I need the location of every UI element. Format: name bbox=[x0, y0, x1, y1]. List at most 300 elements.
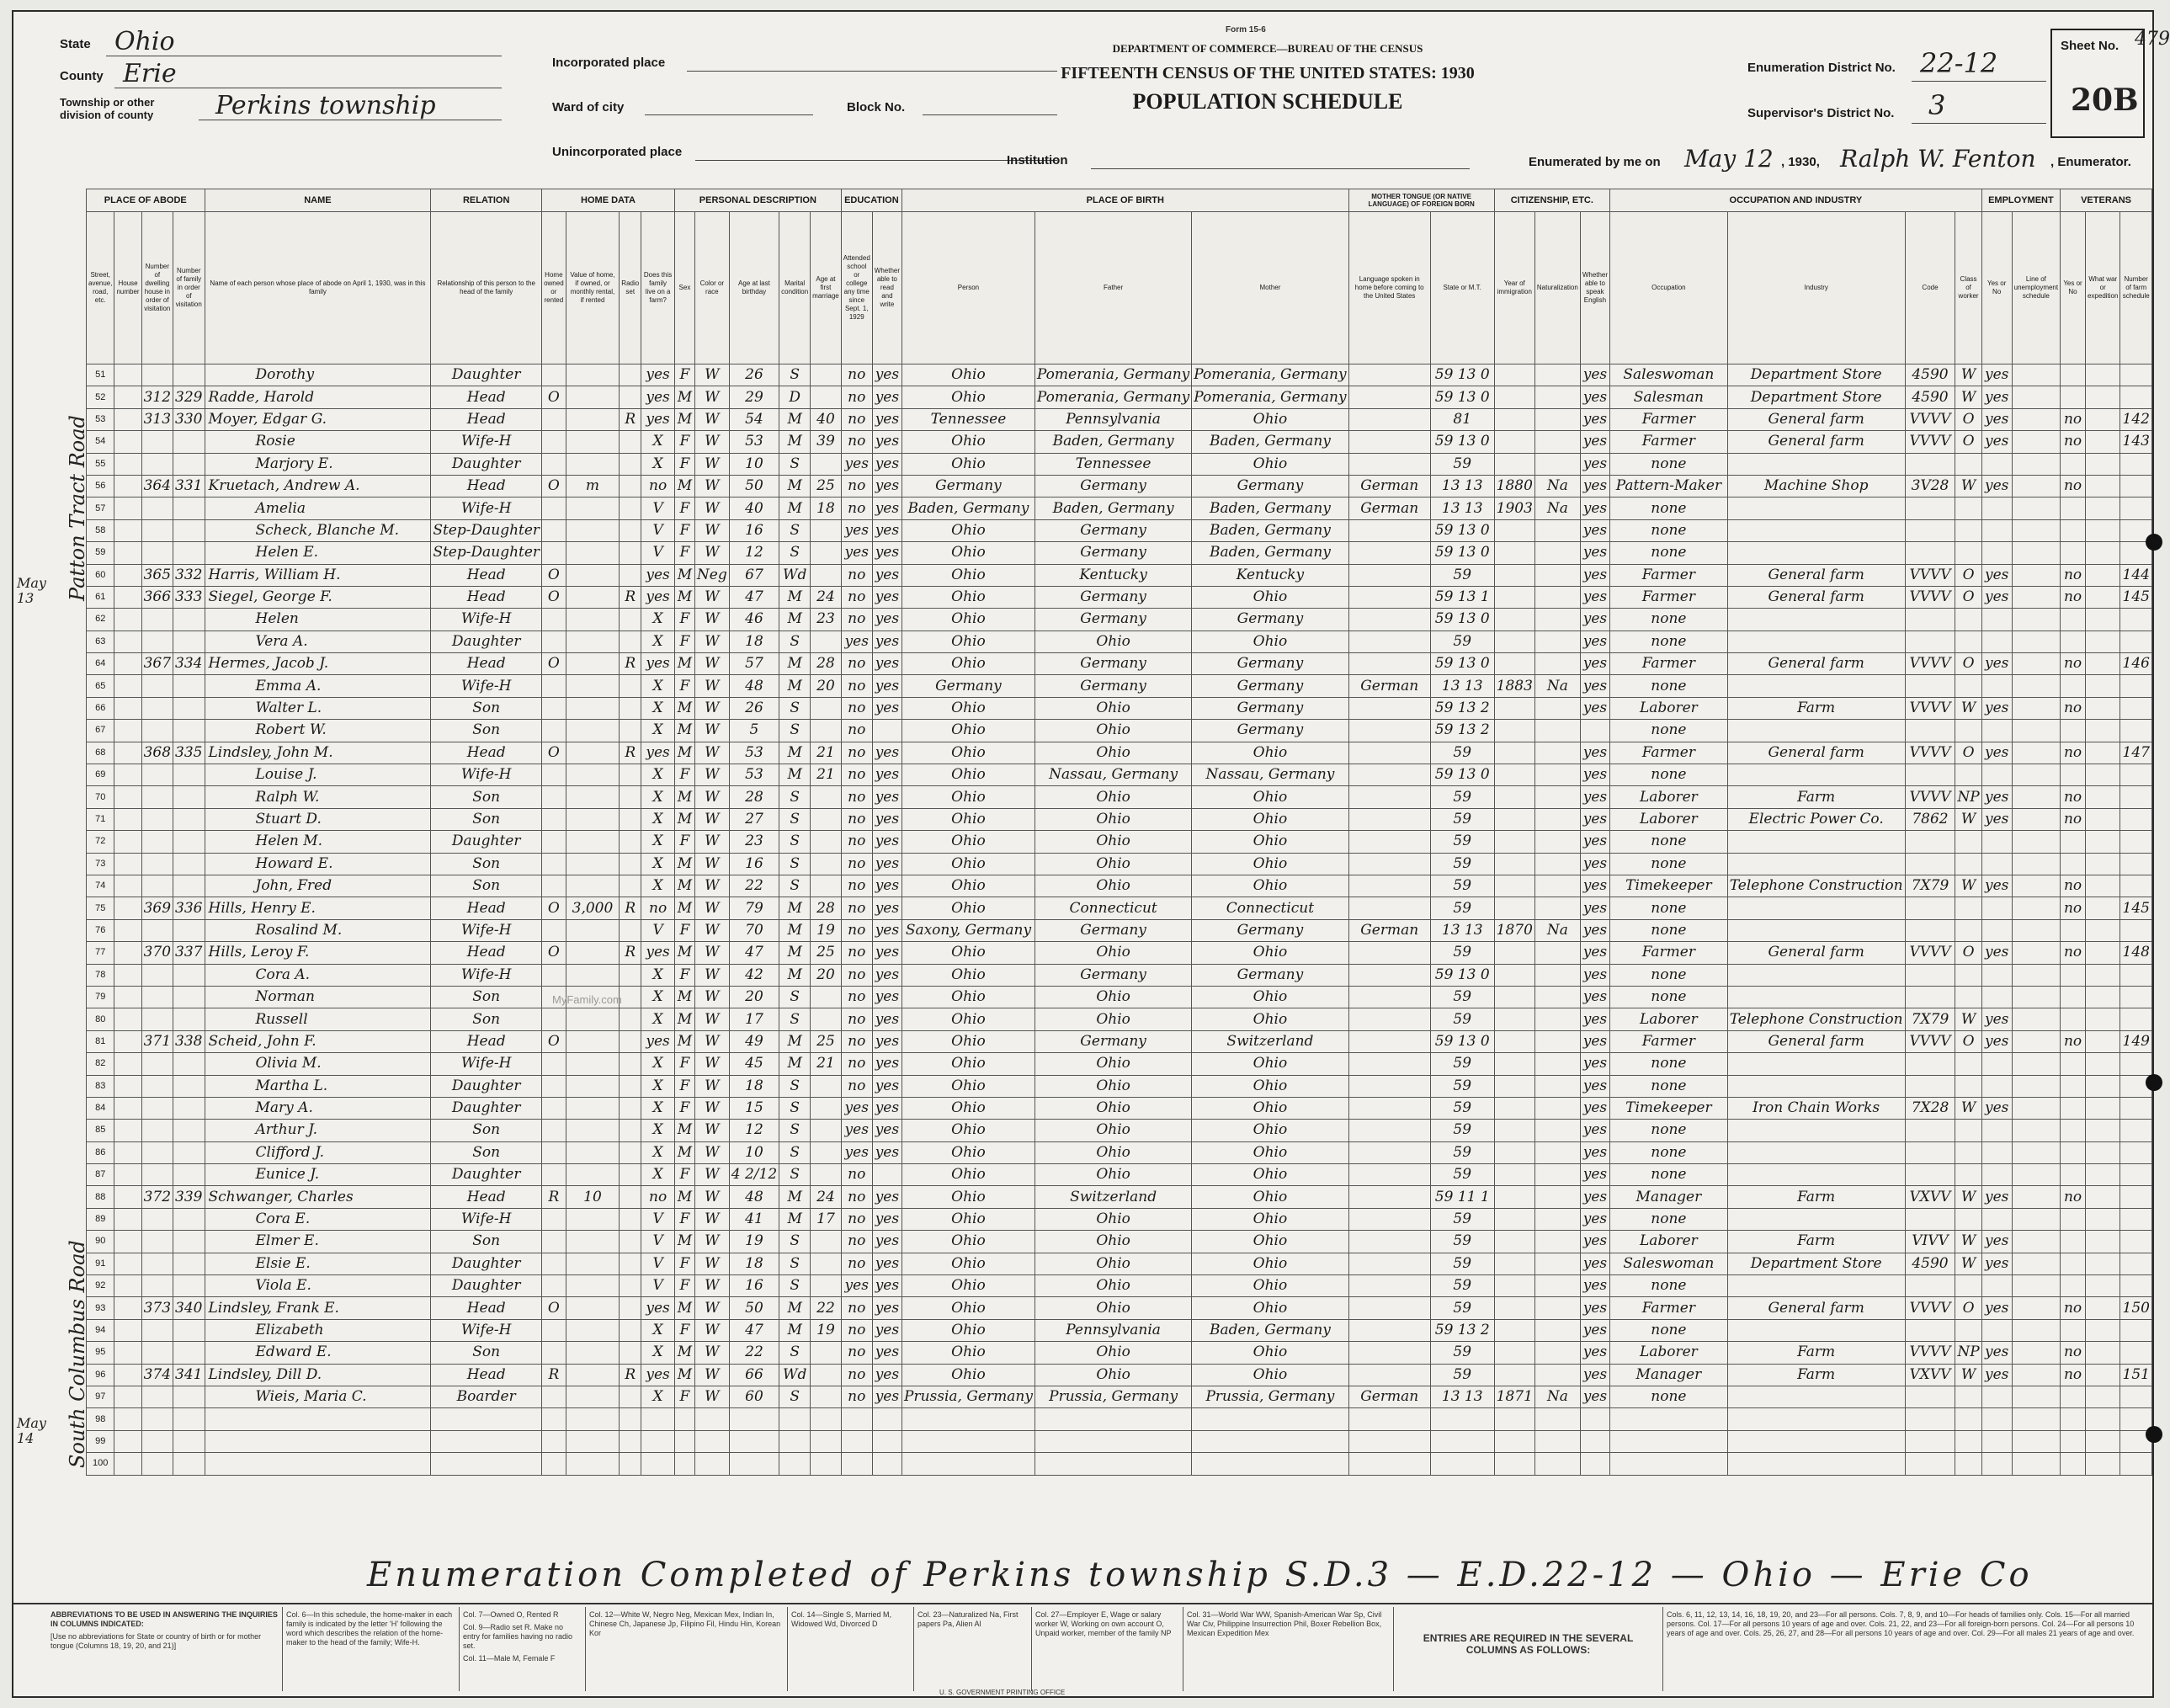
cell-race: W bbox=[694, 1253, 729, 1274]
cell-value bbox=[566, 853, 620, 875]
cell-birth: Ohio bbox=[902, 1275, 1035, 1297]
cell-relation: Head bbox=[431, 942, 542, 964]
cell-english bbox=[1580, 720, 1609, 742]
cell-code: 59 bbox=[1430, 897, 1494, 919]
cell-emp bbox=[1981, 1275, 2012, 1297]
cell-birth: Ohio bbox=[902, 1030, 1035, 1052]
cell-empty bbox=[2085, 1030, 2119, 1052]
cell-relation: Head bbox=[431, 1297, 542, 1319]
cell-occupation bbox=[1610, 1408, 1728, 1430]
cell-radio bbox=[620, 519, 641, 541]
cell-farmsch bbox=[2120, 1342, 2152, 1364]
cell-birth: Germany bbox=[902, 475, 1035, 497]
line-number: 87 bbox=[87, 1164, 114, 1186]
cell-value bbox=[566, 564, 620, 586]
cell-empty bbox=[114, 1453, 141, 1475]
cell-age: 18 bbox=[729, 631, 779, 652]
cell-emp bbox=[1981, 1141, 2012, 1163]
cell-age: 26 bbox=[729, 364, 779, 386]
cell-radio bbox=[620, 1342, 641, 1364]
cell-read: yes bbox=[872, 697, 902, 719]
cell-dwelling bbox=[141, 1075, 173, 1097]
cell-race: W bbox=[694, 964, 729, 986]
cell-lang: German bbox=[1348, 675, 1430, 697]
cell-emp bbox=[1981, 1453, 2012, 1475]
cell-empty bbox=[2012, 1164, 2060, 1186]
cell-farm: yes bbox=[641, 386, 675, 408]
cell-empty bbox=[114, 498, 141, 519]
cell-empty bbox=[2085, 764, 2119, 786]
cell-lang bbox=[1348, 697, 1430, 719]
col-birth-father: Father bbox=[1034, 212, 1191, 364]
cell-school: no bbox=[841, 1208, 872, 1230]
group-place-of-abode: PLACE OF ABODE bbox=[87, 189, 205, 212]
cell-empty bbox=[114, 364, 141, 386]
cell-owned bbox=[542, 1231, 566, 1253]
cell-nat bbox=[1534, 1408, 1580, 1430]
cell-read bbox=[872, 720, 902, 742]
cell-english bbox=[1580, 1408, 1609, 1430]
cell-mother: Germany bbox=[1192, 609, 1348, 631]
cell-occupation: Laborer bbox=[1610, 1342, 1728, 1364]
cell-birth: Ohio bbox=[902, 1231, 1035, 1253]
cell-lang bbox=[1348, 1186, 1430, 1208]
cell-radio bbox=[620, 431, 641, 453]
cell-value bbox=[566, 786, 620, 808]
cell-immig bbox=[1494, 697, 1534, 719]
cell-farm: X bbox=[641, 1386, 675, 1407]
cell-vet: no bbox=[2061, 742, 2086, 764]
census-title: FIFTEENTH CENSUS OF THE UNITED STATES: 1930 bbox=[1061, 64, 1475, 82]
institution-label: Institution bbox=[1007, 153, 1068, 168]
cell-first_marr: 21 bbox=[811, 1053, 842, 1075]
cell-farmsch bbox=[2120, 498, 2152, 519]
cell-read: yes bbox=[872, 1008, 902, 1030]
cell-first_marr bbox=[811, 986, 842, 1008]
cell-radio bbox=[620, 919, 641, 941]
table-row bbox=[87, 1297, 2152, 1319]
line-number: 93 bbox=[87, 1297, 114, 1319]
cell-relation: Daughter bbox=[431, 364, 542, 386]
cell-ocode: VVVV bbox=[1905, 1297, 1955, 1319]
cell-father: Germany bbox=[1034, 964, 1191, 986]
county-label: County bbox=[60, 69, 104, 83]
cell-empty bbox=[114, 1164, 141, 1186]
cell-lang bbox=[1348, 1008, 1430, 1030]
cell-vet: no bbox=[2061, 942, 2086, 964]
cell-race: W bbox=[694, 831, 729, 853]
cell-cls bbox=[1955, 831, 1981, 853]
table-row bbox=[87, 1141, 2152, 1163]
cell-immig: 1871 bbox=[1494, 1386, 1534, 1407]
cell-immig bbox=[1494, 942, 1534, 964]
cell-immig bbox=[1494, 1164, 1534, 1186]
col-occupation: Occupation bbox=[1610, 212, 1728, 364]
cell-owned bbox=[542, 631, 566, 652]
cell-empty bbox=[2012, 386, 2060, 408]
cell-value bbox=[566, 1453, 620, 1475]
person-name: Elizabeth bbox=[205, 1319, 431, 1341]
enum-date: May 12 bbox=[1684, 145, 1774, 173]
cell-empty bbox=[114, 853, 141, 875]
cell-immig: 1903 bbox=[1494, 498, 1534, 519]
line-number: 78 bbox=[87, 964, 114, 986]
line-number: 85 bbox=[87, 1120, 114, 1141]
cell-age: 16 bbox=[729, 853, 779, 875]
cell-race: W bbox=[694, 1120, 729, 1141]
cell-nat: Na bbox=[1534, 1386, 1580, 1407]
cell-english: yes bbox=[1580, 1364, 1609, 1386]
cell-cls: O bbox=[1955, 1030, 1981, 1052]
cell-empty bbox=[2012, 1453, 2060, 1475]
cell-value bbox=[566, 609, 620, 631]
cell-dwelling bbox=[141, 1342, 173, 1364]
cell-farm bbox=[641, 1430, 675, 1452]
cell-empty bbox=[2085, 853, 2119, 875]
cell-read: yes bbox=[872, 875, 902, 897]
cell-dwelling bbox=[141, 986, 173, 1008]
cell-age: 50 bbox=[729, 475, 779, 497]
cell-school: no bbox=[841, 697, 872, 719]
cell-emp bbox=[1981, 1208, 2012, 1230]
supervisor-label: Supervisor's District No. bbox=[1747, 106, 1895, 120]
cell-cls: W bbox=[1955, 1097, 1981, 1119]
cell-race: W bbox=[694, 853, 729, 875]
cell-immig bbox=[1494, 1120, 1534, 1141]
cell-relation: Head bbox=[431, 1030, 542, 1052]
cell-first_marr bbox=[811, 453, 842, 475]
cell-dwelling: 313 bbox=[141, 408, 173, 430]
cell-sex bbox=[674, 1408, 694, 1430]
cell-ocode: 3V28 bbox=[1905, 475, 1955, 497]
cell-english: yes bbox=[1580, 1297, 1609, 1319]
cell-radio bbox=[620, 498, 641, 519]
cell-lang bbox=[1348, 408, 1430, 430]
person-name: Lindsley, Frank E. bbox=[205, 1297, 431, 1319]
person-name: Mary A. bbox=[205, 1097, 431, 1119]
cell-owned bbox=[542, 831, 566, 853]
cell-mother: Baden, Germany bbox=[1192, 519, 1348, 541]
cell-marital: M bbox=[779, 1030, 811, 1052]
cell-dwelling bbox=[141, 764, 173, 786]
cell-vet bbox=[2061, 764, 2086, 786]
cell-english: yes bbox=[1580, 1231, 1609, 1253]
cell-ocode: VVVV bbox=[1905, 742, 1955, 764]
cell-emp bbox=[1981, 1053, 2012, 1075]
cell-empty bbox=[2085, 1053, 2119, 1075]
cell-empty bbox=[114, 1342, 141, 1364]
cell-industry bbox=[1727, 519, 1905, 541]
person-name: Ralph W. bbox=[205, 786, 431, 808]
cell-empty bbox=[2085, 1008, 2119, 1030]
cell-read: yes bbox=[872, 586, 902, 608]
cell-farmsch bbox=[2120, 1053, 2152, 1075]
cell-code: 13 13 bbox=[1430, 475, 1494, 497]
cell-emp bbox=[1981, 453, 2012, 475]
cell-value bbox=[566, 408, 620, 430]
col-farm: Does this family live on a farm? bbox=[641, 212, 675, 364]
cell-mother: Ohio bbox=[1192, 786, 1348, 808]
cell-farm: X bbox=[641, 631, 675, 652]
cell-emp: yes bbox=[1981, 564, 2012, 586]
cell-family bbox=[173, 1319, 205, 1341]
cell-industry bbox=[1727, 897, 1905, 919]
cell-radio bbox=[620, 564, 641, 586]
cell-age: 66 bbox=[729, 1364, 779, 1386]
person-name: Wieis, Maria C. bbox=[205, 1386, 431, 1407]
cell-industry bbox=[1727, 720, 1905, 742]
cell-radio bbox=[620, 1075, 641, 1097]
cell-sex: F bbox=[674, 919, 694, 941]
cell-immig bbox=[1494, 786, 1534, 808]
cell-sex: M bbox=[674, 408, 694, 430]
cell-read: yes bbox=[872, 831, 902, 853]
cell-family bbox=[173, 631, 205, 652]
cell-family bbox=[173, 1253, 205, 1274]
cell-nat: Na bbox=[1534, 675, 1580, 697]
cell-radio bbox=[620, 364, 641, 386]
cell-empty bbox=[2012, 1231, 2060, 1253]
abbrev-title: ABBREVIATIONS TO BE USED IN ANSWERING THE INQUIRIES IN COLUMNS INDICATED: bbox=[51, 1610, 278, 1628]
cell-race: W bbox=[694, 1208, 729, 1230]
cell-first_marr bbox=[811, 1120, 842, 1141]
line-number: 73 bbox=[87, 853, 114, 875]
cell-sex: M bbox=[674, 1120, 694, 1141]
binder-hole bbox=[2146, 1426, 2162, 1443]
cell-farm: yes bbox=[641, 564, 675, 586]
cell-emp: yes bbox=[1981, 786, 2012, 808]
cell-owned bbox=[542, 1208, 566, 1230]
cell-sex: F bbox=[674, 453, 694, 475]
cell-first_marr: 19 bbox=[811, 919, 842, 941]
cell-father: Germany bbox=[1034, 586, 1191, 608]
cell-read: yes bbox=[872, 942, 902, 964]
cell-school: no bbox=[841, 475, 872, 497]
cell-school: no bbox=[841, 1342, 872, 1364]
cell-empty bbox=[2085, 609, 2119, 631]
cell-school: no bbox=[841, 1253, 872, 1274]
col-dwelling: Number of dwelling house in order of visitation bbox=[141, 212, 173, 364]
cell-ocode bbox=[1905, 1453, 1955, 1475]
cell-race: W bbox=[694, 986, 729, 1008]
cell-cls bbox=[1955, 519, 1981, 541]
cell-occupation: none bbox=[1610, 631, 1728, 652]
cell-owned bbox=[542, 1275, 566, 1297]
cell-value bbox=[566, 519, 620, 541]
cell-english: yes bbox=[1580, 875, 1609, 897]
cell-cls: O bbox=[1955, 408, 1981, 430]
cell-owned bbox=[542, 919, 566, 941]
person-name: Elsie E. bbox=[205, 1253, 431, 1274]
group-veterans: VETERANS bbox=[2061, 189, 2152, 212]
cell-cls: NP bbox=[1955, 1342, 1981, 1364]
cell-father: Germany bbox=[1034, 475, 1191, 497]
cell-empty bbox=[114, 408, 141, 430]
person-name: Eunice J. bbox=[205, 1164, 431, 1186]
cell-vet: no bbox=[2061, 1186, 2086, 1208]
cell-farm: V bbox=[641, 1253, 675, 1274]
cell-marital: S bbox=[779, 631, 811, 652]
cell-ocode: VVVV bbox=[1905, 564, 1955, 586]
cell-relation: Daughter bbox=[431, 453, 542, 475]
cell-farm: X bbox=[641, 1053, 675, 1075]
table-row bbox=[87, 1275, 2152, 1297]
cell-birth: Tennessee bbox=[902, 408, 1035, 430]
cell-occupation: Laborer bbox=[1610, 786, 1728, 808]
cell-relation: Daughter bbox=[431, 1075, 542, 1097]
enum-year: , 1930, bbox=[1781, 155, 1820, 169]
person-name: Scheck, Blanche M. bbox=[205, 519, 431, 541]
cell-emp bbox=[1981, 1430, 2012, 1452]
cell-industry bbox=[1727, 631, 1905, 652]
cell-cls: O bbox=[1955, 742, 1981, 764]
cell-father bbox=[1034, 1453, 1191, 1475]
cell-birth: Ohio bbox=[902, 1319, 1035, 1341]
cell-english: yes bbox=[1580, 764, 1609, 786]
person-name: Helen bbox=[205, 609, 431, 631]
cell-mother: Ohio bbox=[1192, 1275, 1348, 1297]
cell-emp: yes bbox=[1981, 653, 2012, 675]
person-name: Viola E. bbox=[205, 1275, 431, 1297]
cell-code: 13 13 bbox=[1430, 1386, 1494, 1407]
cell-race: W bbox=[694, 653, 729, 675]
cell-code: 13 13 bbox=[1430, 498, 1494, 519]
cell-industry bbox=[1727, 1053, 1905, 1075]
table-row bbox=[87, 564, 2152, 586]
cell-radio: R bbox=[620, 408, 641, 430]
cell-family bbox=[173, 453, 205, 475]
cell-code: 59 bbox=[1430, 631, 1494, 652]
cell-english: yes bbox=[1580, 1097, 1609, 1119]
cell-race: W bbox=[694, 631, 729, 652]
cell-empty bbox=[2085, 1075, 2119, 1097]
cell-vet bbox=[2061, 853, 2086, 875]
cell-age: 20 bbox=[729, 986, 779, 1008]
cell-occupation: Timekeeper bbox=[1610, 875, 1728, 897]
col-relation: Relationship of this person to the head of the family bbox=[431, 212, 542, 364]
person-name: Moyer, Edgar G. bbox=[205, 408, 431, 430]
cell-farmsch bbox=[2120, 1208, 2152, 1230]
cell-mother: Germany bbox=[1192, 653, 1348, 675]
cell-english: yes bbox=[1580, 986, 1609, 1008]
cell-mother: Germany bbox=[1192, 697, 1348, 719]
cell-lang bbox=[1348, 431, 1430, 453]
cell-relation: Son bbox=[431, 853, 542, 875]
col-naturalization: Naturalization bbox=[1534, 212, 1580, 364]
cell-empty bbox=[114, 919, 141, 941]
cell-sex: F bbox=[674, 831, 694, 853]
cell-father: Germany bbox=[1034, 542, 1191, 564]
cell-mother: Baden, Germany bbox=[1192, 498, 1348, 519]
cell-empty bbox=[114, 586, 141, 608]
cell-english bbox=[1580, 1430, 1609, 1452]
cell-mother: Pomerania, Germany bbox=[1192, 364, 1348, 386]
cell-empty bbox=[2012, 1030, 2060, 1052]
cell-dwelling bbox=[141, 453, 173, 475]
cell-lang bbox=[1348, 1231, 1430, 1253]
cell-school bbox=[841, 1408, 872, 1430]
cell-marital: S bbox=[779, 875, 811, 897]
line-number: 90 bbox=[87, 1231, 114, 1253]
cell-emp: yes bbox=[1981, 1097, 2012, 1119]
cell-birth bbox=[902, 1408, 1035, 1430]
cell-relation: Son bbox=[431, 1120, 542, 1141]
table-row bbox=[87, 697, 2152, 719]
cell-farmsch bbox=[2120, 1408, 2152, 1430]
person-name: Vera A. bbox=[205, 631, 431, 652]
cell-empty bbox=[2085, 542, 2119, 564]
cell-empty bbox=[2085, 386, 2119, 408]
cell-cls: O bbox=[1955, 1297, 1981, 1319]
cell-nat bbox=[1534, 1075, 1580, 1097]
cell-dwelling bbox=[141, 1253, 173, 1274]
cell-school: no bbox=[841, 1297, 872, 1319]
cell-value bbox=[566, 1008, 620, 1030]
cell-occupation: none bbox=[1610, 1319, 1728, 1341]
cell-immig bbox=[1494, 609, 1534, 631]
cell-marital bbox=[779, 1453, 811, 1475]
cell-cls bbox=[1955, 1453, 1981, 1475]
cell-owned bbox=[542, 697, 566, 719]
cell-lang bbox=[1348, 1453, 1430, 1475]
cell-farmsch: 142 bbox=[2120, 408, 2152, 430]
cell-relation: Step-Daughter bbox=[431, 542, 542, 564]
cell-farm: yes bbox=[641, 1297, 675, 1319]
cell-ocode bbox=[1905, 542, 1955, 564]
cell-family: 337 bbox=[173, 942, 205, 964]
cell-read: yes bbox=[872, 631, 902, 652]
cell-sex: F bbox=[674, 1275, 694, 1297]
cell-age: 49 bbox=[729, 1030, 779, 1052]
footer-col12: Col. 12—White W, Negro Neg, Mexican Mex, Indian In, Chinese Ch, Japanese Jp, Filipino Fil, Hindu Hin, Korean Kor bbox=[586, 1607, 788, 1691]
ward-line bbox=[645, 114, 813, 115]
cell-first_marr bbox=[811, 831, 842, 853]
cell-vet bbox=[2061, 1075, 2086, 1097]
cell-sex: F bbox=[674, 364, 694, 386]
cell-radio bbox=[620, 631, 641, 652]
cell-immig bbox=[1494, 897, 1534, 919]
person-name: Hills, Henry E. bbox=[205, 897, 431, 919]
cell-marital: M bbox=[779, 1186, 811, 1208]
block-label: Block No. bbox=[847, 100, 906, 114]
line-number: 92 bbox=[87, 1275, 114, 1297]
cell-relation: Step-Daughter bbox=[431, 519, 542, 541]
cell-family bbox=[173, 919, 205, 941]
cell-nat bbox=[1534, 1342, 1580, 1364]
cell-radio bbox=[620, 1408, 641, 1430]
cell-empty bbox=[2012, 1430, 2060, 1452]
cell-cls: W bbox=[1955, 1364, 1981, 1386]
cell-relation: Son bbox=[431, 875, 542, 897]
cell-occupation: Farmer bbox=[1610, 1030, 1728, 1052]
cell-empty bbox=[114, 1120, 141, 1141]
cell-mother: Prussia, Germany bbox=[1192, 1386, 1348, 1407]
cell-mother: Germany bbox=[1192, 675, 1348, 697]
cell-value bbox=[566, 1253, 620, 1274]
cell-dwelling bbox=[141, 498, 173, 519]
cell-value bbox=[566, 586, 620, 608]
cell-dwelling: 367 bbox=[141, 653, 173, 675]
cell-cls: W bbox=[1955, 1008, 1981, 1030]
cell-farmsch bbox=[2120, 720, 2152, 742]
cell-empty bbox=[114, 564, 141, 586]
cell-industry: Farm bbox=[1727, 1231, 1905, 1253]
cell-lang bbox=[1348, 1097, 1430, 1119]
cell-empty bbox=[2085, 475, 2119, 497]
cell-farm: yes bbox=[641, 408, 675, 430]
cell-english: yes bbox=[1580, 1275, 1609, 1297]
cell-race: W bbox=[694, 1342, 729, 1364]
